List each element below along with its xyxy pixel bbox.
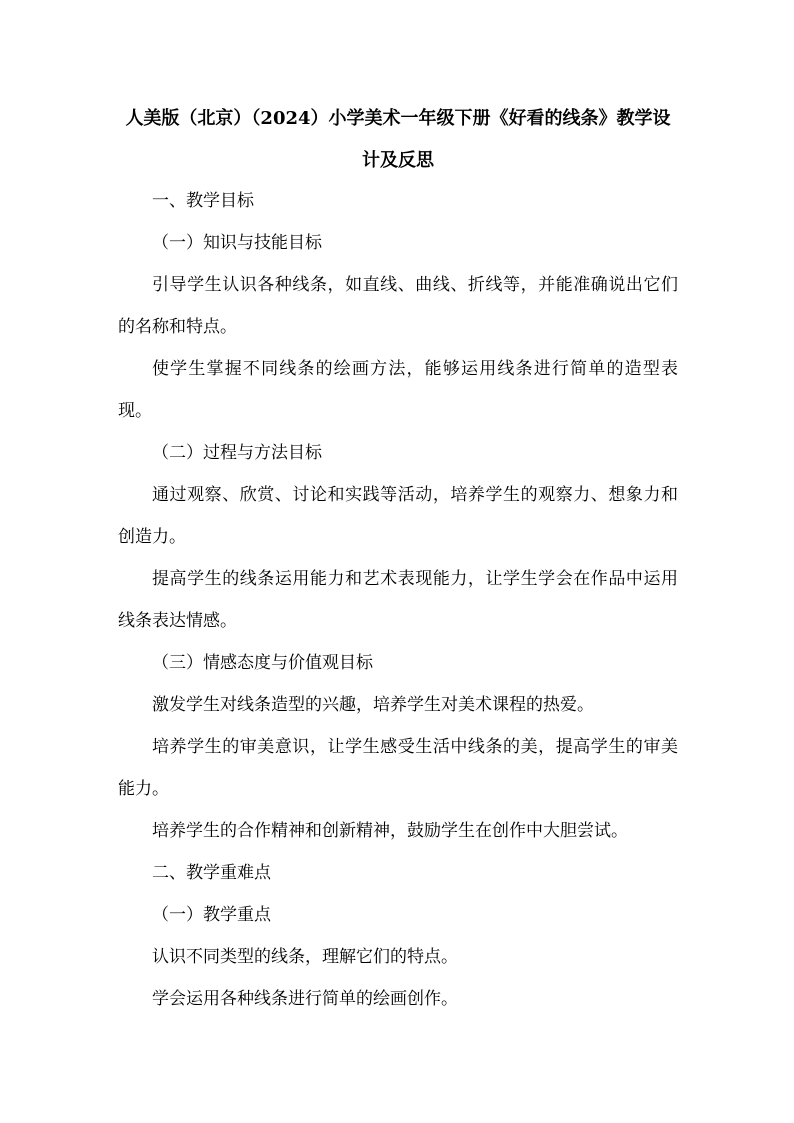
subsection-heading-emotion-values: （三）情感态度与价值观目标 xyxy=(152,653,373,673)
paragraph: 认识不同类型的线条，理解它们的特点。 xyxy=(152,947,458,967)
paragraph: 学会运用各种线条进行简单的绘画创作。 xyxy=(152,989,458,1009)
section-heading-key-difficulties: 二、教学重难点 xyxy=(152,863,271,883)
section-heading-objectives: 一、教学目标 xyxy=(152,191,254,211)
paragraph: 激发学生对线条造型的兴趣，培养学生对美术课程的热爱。 xyxy=(152,695,594,715)
paragraph: 培养学生的合作精神和创新精神，鼓励学生在创作中大胆尝试。 xyxy=(152,821,628,841)
paragraph: 培养学生的审美意识，让学生感受生活中线条的美，提高学生的审美能力。 xyxy=(118,737,678,799)
document-title: 人美版（北京）（2024）小学美术一年级下册《好看的线条》教学设计及反思 xyxy=(125,108,671,171)
paragraph: 通过观察、欣赏、讨论和实践等活动，培养学生的观察力、想象力和创造力。 xyxy=(118,485,678,547)
document-body xyxy=(118,180,678,1020)
subsection-heading-knowledge-skills: （一）知识与技能目标 xyxy=(152,233,322,253)
paragraph: 使学生掌握不同线条的绘画方法，能够运用线条进行简单的造型表现。 xyxy=(118,359,678,421)
subsection-heading-process-method: （二）过程与方法目标 xyxy=(152,443,322,463)
paragraph: 引导学生认识各种线条，如直线、曲线、折线等，并能准确说出它们的名称和特点。 xyxy=(118,275,678,337)
paragraph: 提高学生的线条运用能力和艺术表现能力，让学生学会在作品中运用线条表达情感。 xyxy=(118,569,678,631)
subsection-heading-teaching-focus: （一）教学重点 xyxy=(152,905,271,925)
